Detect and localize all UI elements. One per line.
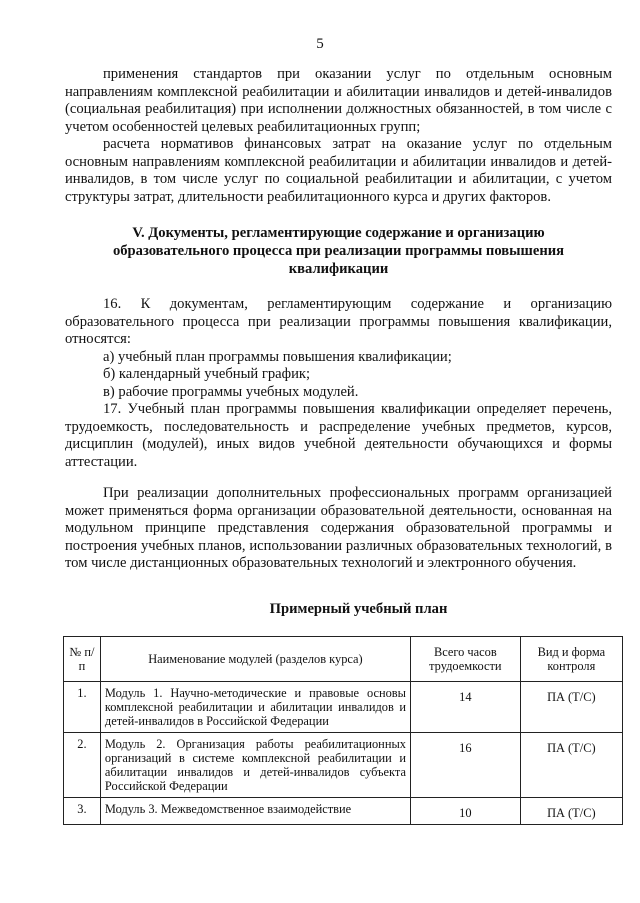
paragraph: 16. К документам, регламентирующим содержание и организацию образовательного процесса при реализации программы повышения квалификации, относятся: <box>65 296 612 347</box>
list-item: б) календарный учебный график; <box>103 366 311 382</box>
row-name: Модуль 3. Межведомственное взаимодействие <box>100 798 410 825</box>
row-hours: 14 <box>410 682 520 733</box>
table-row <box>64 798 623 825</box>
row-hours: 10 <box>410 798 520 825</box>
row-hours: 16 <box>410 733 520 798</box>
table-header-row <box>64 637 623 682</box>
header-control: Вид и форма контроля <box>520 637 622 682</box>
section-heading: V. Документы, регламентирующие содержание и организацию образовательного процесса при реализации программы повышения квалификации <box>112 225 565 277</box>
table-row <box>64 682 623 733</box>
header-name: Наименование модулей (разделов курса) <box>100 637 410 682</box>
document-body <box>65 66 612 825</box>
list-item: а) учебный план программы повышения квалификации; <box>103 348 452 365</box>
list-item: в) рабочие программы учебных модулей. <box>103 383 359 400</box>
paragraph: 17. Учебный план программы повышения квалификации определяет перечень, трудоемкость, последовательность и распределение учебных предметов, курсов, дисциплин (модулей), иных видов учебной деятельности обучающихся и формы аттестации. <box>65 401 612 470</box>
row-control: ПА (Т/С) <box>520 798 622 825</box>
row-num: 2. <box>64 733 101 798</box>
header-num: № п/п <box>64 637 101 682</box>
row-num: 3. <box>64 798 101 825</box>
row-name: Модуль 1. Научно-методические и правовые основы комплексной реабилитации и абилитации инвалидов и детей-инвалидов в Российской Федерации <box>100 682 410 733</box>
paragraph: применения стандартов при оказании услуг по отдельным основным направлениям комплексной реабилитации и абилитации инвалидов и детей-инвалидов (социальная реабилитация) при исполнении должностных обязанностей, в том числе с учетом особенностей целевых реабилитационных групп; <box>65 66 612 135</box>
row-control: ПА (Т/С) <box>520 682 622 733</box>
curriculum-table <box>63 636 623 825</box>
row-control: ПА (Т/С) <box>520 733 622 798</box>
header-hours: Всего часов трудоемкости <box>410 637 520 682</box>
row-num: 1. <box>64 682 101 733</box>
table-title: Примерный учебный план <box>269 600 448 617</box>
page-number: 5 <box>316 36 324 52</box>
table-row <box>64 733 623 798</box>
row-name: Модуль 2. Организация работы реабилитационных организаций в системе комплексной реабилитации и абилитации инвалидов и детей-инвалидов субъекта Российской Федерации <box>100 733 410 798</box>
paragraph: расчета нормативов финансовых затрат на оказание услуг по отдельным основным направлениям комплексной реабилитации и абилитации инвалидов и детей-инвалидов, в том числе услуг по социальной реабилитации и абилитации, с учетом структуры затрат, длительности реабилитационного курса и других факторов. <box>65 136 612 205</box>
paragraph: При реализации дополнительных профессиональных программ организацией может применяться форма организации образовательной деятельности, основанная на модульном принципе представления содержания образовательной программы и построения учебных планов, использовании различных образовательных технологий, в том числе дистанционных образовательных технологий и электронного обучения. <box>65 485 612 571</box>
